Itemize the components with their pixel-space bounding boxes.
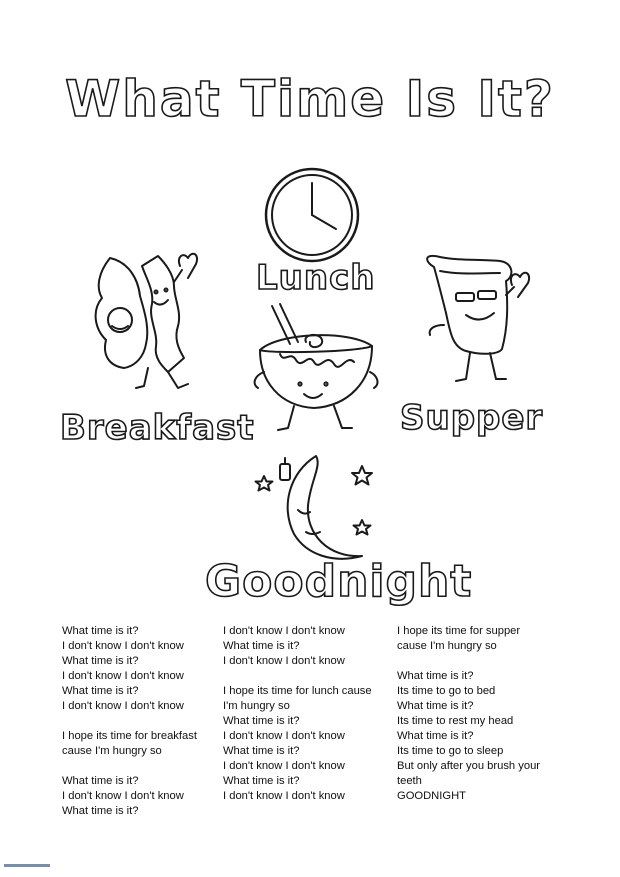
- lyric-line: What time is it?: [62, 805, 139, 817]
- supper-label: Supper: [400, 398, 544, 438]
- moon-icon: [250, 450, 380, 570]
- lyric-line: I don't know I don't know: [62, 640, 184, 652]
- lyric-line: What time is it?: [397, 670, 474, 682]
- lyric-line: What time is it?: [397, 730, 474, 742]
- lyric-line: GOODNIGHT: [397, 790, 466, 802]
- lunch-label: Lunch: [256, 258, 376, 298]
- lyric-line: I don't know I don't know: [62, 700, 184, 712]
- footer-logo: [4, 864, 50, 873]
- star-icon: [256, 476, 273, 491]
- lyric-line: [223, 669, 393, 684]
- lyric-line: What time is it?: [223, 715, 300, 727]
- lyric-line: Its time to go to bed: [397, 685, 496, 697]
- page-title: What Time Is It?: [65, 70, 555, 128]
- toast-icon: [420, 255, 538, 395]
- goodnight-label: Goodnight: [205, 556, 473, 607]
- noodle-bowl-icon: [250, 302, 380, 440]
- breakfast-label: Breakfast: [60, 408, 255, 448]
- lyric-line: I don't know I don't know: [223, 790, 345, 802]
- lyric-line: What time is it?: [223, 745, 300, 757]
- star-icon: [354, 520, 371, 535]
- lyric-line: I don't know I don't know: [223, 760, 345, 772]
- lyric-line: I'm hungry so: [223, 700, 290, 712]
- lyrics-column-3: [397, 624, 567, 804]
- lyrics-column-1: [62, 624, 222, 819]
- lyric-line: I don't know I don't know: [223, 655, 345, 667]
- lyric-line: What time is it?: [62, 655, 139, 667]
- lyric-line: What time is it?: [397, 700, 474, 712]
- lyric-line: I don't know I don't know: [223, 730, 345, 742]
- lyric-line: I don't know I don't know: [62, 670, 184, 682]
- lyric-line: I don't know I don't know: [223, 625, 345, 637]
- lyric-line: [62, 714, 222, 729]
- clock-icon: [262, 165, 362, 265]
- lyric-line: cause I'm hungry so: [397, 640, 497, 652]
- lyric-line: cause I'm hungry so: [62, 745, 162, 757]
- lyrics-column-2: [223, 624, 393, 804]
- lyric-line: I hope its time for lunch cause: [223, 685, 372, 697]
- lyric-line: But only after you brush your teeth: [397, 760, 541, 787]
- lyric-line: [62, 759, 222, 774]
- lyric-line: I hope its time for supper: [397, 625, 521, 637]
- lyric-line: [397, 654, 567, 669]
- lyric-line: Its time to rest my head: [397, 715, 514, 727]
- bacon-egg-icon: [88, 248, 203, 398]
- lyric-line: What time is it?: [62, 685, 139, 697]
- lyric-line: What time is it?: [223, 775, 300, 787]
- lyric-line: What time is it?: [62, 775, 139, 787]
- lyric-line: I don't know I don't know: [62, 790, 184, 802]
- star-icon: [352, 466, 372, 485]
- lyric-line: I hope its time for breakfast: [62, 730, 197, 742]
- lyric-line: What time is it?: [223, 640, 300, 652]
- lyric-line: What time is it?: [62, 625, 139, 637]
- lyric-line: Its time to go to sleep: [397, 745, 504, 757]
